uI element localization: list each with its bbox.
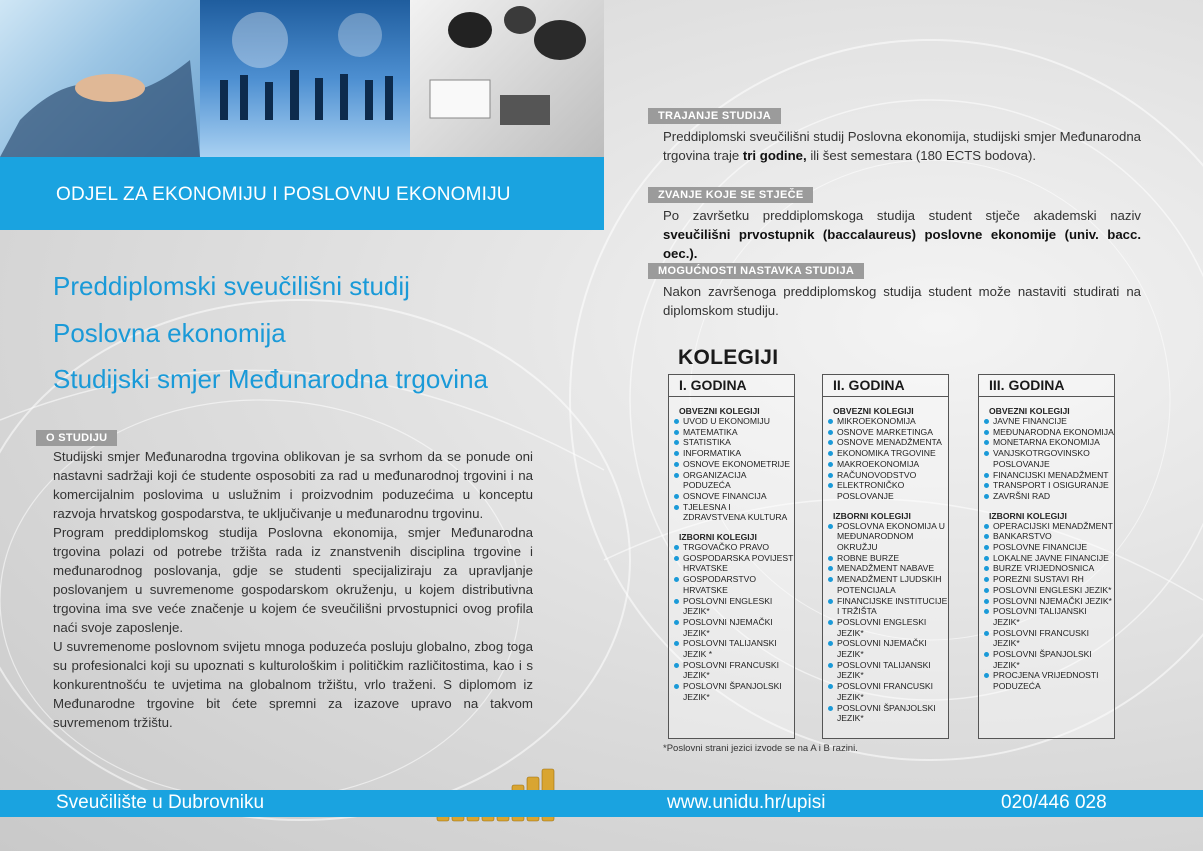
business-people-globe-photo [200, 0, 410, 157]
year-2-izborni-list [823, 521, 948, 724]
course-item: POSLOVNI FRANCUSKI JEZIK* [983, 628, 1114, 649]
course-item: POSLOVNI FRANCUSKI JEZIK* [827, 681, 948, 702]
course-item: STATISTIKA [673, 437, 794, 448]
year-2-obvezni-list [823, 416, 948, 502]
handshake-photo [0, 0, 200, 157]
course-item: INFORMATIKA [673, 448, 794, 459]
year-1-obvezni-label: OBVEZNI KOLEGIJI [679, 406, 760, 416]
trajanje-text: Preddiplomski sveučilišni studij Poslovna ekonomija, studijski smjer Međunarodna trgovina traje tri godine, ili šest semestara (180 ECTS bodova). [663, 129, 1141, 163]
course-item: OSNOVE FINANCIJA [673, 491, 794, 502]
course-item: ROBNE BURZE [827, 553, 948, 564]
course-item: POSLOVNI NJEMAČKI JEZIK* [827, 638, 948, 659]
course-item: POSLOVNI TALIJANSKI JEZIK * [673, 638, 794, 659]
course-item: LOKALNE JAVNE FINANCIJE [983, 553, 1114, 564]
zvanje-text: Po završetku preddiplomskoga studija student stječe akademski naziv sveučilišni prvostupnik (baccalaureus) poslovne ekonomije (univ. bacc. oec.). [663, 208, 1141, 261]
year-3-column [978, 374, 1115, 739]
course-item: OSNOVE EKONOMETRIJE [673, 459, 794, 470]
course-item: TJELESNA I ZDRAVSTVENA KULTURA [673, 502, 794, 523]
header-photo-strip [0, 0, 604, 157]
year-1-column [668, 374, 795, 739]
course-item: POSLOVNI ENGLESKI JEZIK* [983, 585, 1114, 596]
course-item: POSLOVNI TALIJANSKI JEZIK* [827, 660, 948, 681]
meeting-photo [410, 0, 604, 157]
course-item: PROCJENA VRIJEDNOSTI PODUZEĆA [983, 670, 1114, 691]
kolegiji-title: KOLEGIJI [678, 346, 779, 369]
o-studiju-paragraph-2: Program preddiplomskog studija Poslovna ekonomija, smjer Međunarodna trgovina polazi od potrebe tržišta rada iz znanstvenih disciplina trgovine i međunarodnog poslovanja, gdje se studenti specijaliziraju za upravljanje poslovanjem u suvremenome gospodarskom okruženju, u kojem distributivna trgovina ima sve veće značenje u kojem će sveučilišni prvostupnici ovog profila naći svoje zaposlenje. [53, 525, 533, 635]
page-title-study: Preddiplomski sveučilišni studij [53, 271, 410, 301]
year-2-izborni-label: IZBORNI KOLEGIJI [833, 510, 911, 521]
year-3-obvezni-label: OBVEZNI KOLEGIJI [989, 406, 1070, 416]
course-item: POREZNI SUSTAVI RH [983, 574, 1114, 585]
course-item: OSNOVE MENADŽMENTA [827, 437, 948, 448]
course-item: UVOD U EKONOMIJU [673, 416, 794, 427]
language-note: *Poslovni strani jezici izvode se na A i B razini. [663, 743, 858, 754]
course-item: MEĐUNARODNA EKONOMIJA [983, 427, 1114, 438]
year-2-column [822, 374, 949, 739]
course-item: MENADŽMENT NABAVE [827, 563, 948, 574]
department-name: ODJEL ZA EKONOMIJU I POSLOVNU EKONOMIJU [56, 184, 511, 205]
page-title-program: Poslovna ekonomija [53, 318, 286, 348]
year-3-izborni-list [979, 521, 1114, 692]
course-item: BANKARSTVO [983, 531, 1114, 542]
page-title-track: Studijski smjer Međunarodna trgovina [53, 364, 488, 394]
course-item: OSNOVE MARKETINGA [827, 427, 948, 438]
course-item: POSLOVNI ŠPANJOLSKI JEZIK* [983, 649, 1114, 670]
course-item: FINANCIJSKI MENADŽMENT [983, 470, 1114, 481]
course-item: RAČUNOVODSTVO [827, 470, 948, 481]
year-2-heading: II. GODINA [823, 375, 948, 397]
course-item: ORGANIZACIJA PODUZEĆA [673, 470, 794, 491]
year-3-obvezni-list [979, 416, 1114, 502]
course-item: POSLOVNI ŠPANJOLSKI JEZIK* [827, 703, 948, 724]
course-item: BURZE VRIJEDNOSNICA [983, 563, 1114, 574]
course-item: GOSPODARSTVO HRVATSKE [673, 574, 794, 595]
course-item: JAVNE FINANCIJE [983, 416, 1114, 427]
course-item: POSLOVNE FINANCIJE [983, 542, 1114, 553]
mogucnosti-text: Nakon završenoga preddiplomskog studija student može nastaviti studirati na diplomskom studiju. [663, 284, 1141, 318]
course-item: GOSPODARSKA POVIJEST HRVATSKE [673, 553, 794, 574]
year-2-obvezni-label: OBVEZNI KOLEGIJI [833, 406, 914, 416]
footer-phone: 020/446 028 [1001, 792, 1107, 813]
course-item: POSLOVNI ENGLESKI JEZIK* [673, 596, 794, 617]
course-item: EKONOMIKA TRGOVINE [827, 448, 948, 459]
course-item: OPERACIJSKI MENADŽMENT [983, 521, 1114, 532]
course-item: POSLOVNI TALIJANSKI JEZIK* [983, 606, 1114, 627]
section-tag-mogucnosti: MOGUĆNOSTI NASTAVKA STUDIJA [648, 263, 864, 279]
year-1-obvezni-list [669, 416, 794, 523]
course-item: MIKROEKONOMIJA [827, 416, 948, 427]
course-item: POSLOVNI FRANCUSKI JEZIK* [673, 660, 794, 681]
o-studiju-paragraph-1: Studijski smjer Međunarodna trgovina oblikovan je sa svrhom da se ponude oni nastavni sadržaji koji će studente osposobiti za rad u međunarodnoj trgovini i na komercijalnim poslovima u uslužnim i proizvodnim poduzećima u konceptu razvoja hrvatskog gospodarstva, te uključivanje u međunarodnu trgovinu. [53, 449, 533, 521]
year-1-izborni-label: IZBORNI KOLEGIJI [679, 532, 757, 543]
course-item: MONETARNA EKONOMIJA [983, 437, 1114, 448]
o-studiju-text [53, 447, 533, 732]
section-tag-o-studiju: O STUDIJU [36, 430, 117, 446]
section-tag-zvanje: ZVANJE KOJE SE STJEČE [648, 187, 813, 203]
year-3-heading: III. GODINA [979, 375, 1114, 397]
section-tag-trajanje: TRAJANJE STUDIJA [648, 108, 781, 124]
year-1-izborni-list [669, 542, 794, 703]
footer-website-link[interactable]: www.unidu.hr/upisi [667, 792, 826, 813]
year-1-heading: I. GODINA [669, 375, 794, 397]
course-item: POSLOVNI ŠPANJOLSKI JEZIK* [673, 681, 794, 702]
course-item: POSLOVNI NJEMAČKI JEZIK* [983, 596, 1114, 607]
course-item: MENADŽMENT LJUDSKIH POTENCIJALA [827, 574, 948, 595]
o-studiju-paragraph-3: U suvremenome poslovnom svijetu mnoga poduzeća posluju globalno, zbog toga su profesionalci koji su upoznati s kulturološkim i političkim različitostima, kao i s konkurentnošću te uvjetima na globalnom tržištu, vrlo traženi. S diplomom iz Međunarodne trgovine bit ćete spremni za izazove upravo na takvom suvremenom tržištu. [53, 639, 533, 730]
course-item: TRGOVAČKO PRAVO [673, 542, 794, 553]
footer-university: Sveučilište u Dubrovniku [56, 792, 265, 813]
course-item: ZAVRŠNI RAD [983, 491, 1114, 502]
course-item: ELEKTRONIČKO POSLOVANJE [827, 480, 948, 501]
course-item: TRANSPORT I OSIGURANJE [983, 480, 1114, 491]
course-item: POSLOVNI ENGLESKI JEZIK* [827, 617, 948, 638]
course-item: MATEMATIKA [673, 427, 794, 438]
course-item: MAKROEKONOMIJA [827, 459, 948, 470]
course-item: POSLOVNA EKONOMIJA U MEĐUNARODNOM OKRUŽJU [827, 521, 948, 553]
course-item: VANJSKOTRGOVINSKO POSLOVANJE [983, 448, 1114, 469]
course-item: FINANCIJSKE INSTITUCIJE I TRŽIŠTA [827, 596, 948, 617]
course-item: POSLOVNI NJEMAČKI JEZIK* [673, 617, 794, 638]
year-3-izborni-label: IZBORNI KOLEGIJI [989, 510, 1067, 521]
